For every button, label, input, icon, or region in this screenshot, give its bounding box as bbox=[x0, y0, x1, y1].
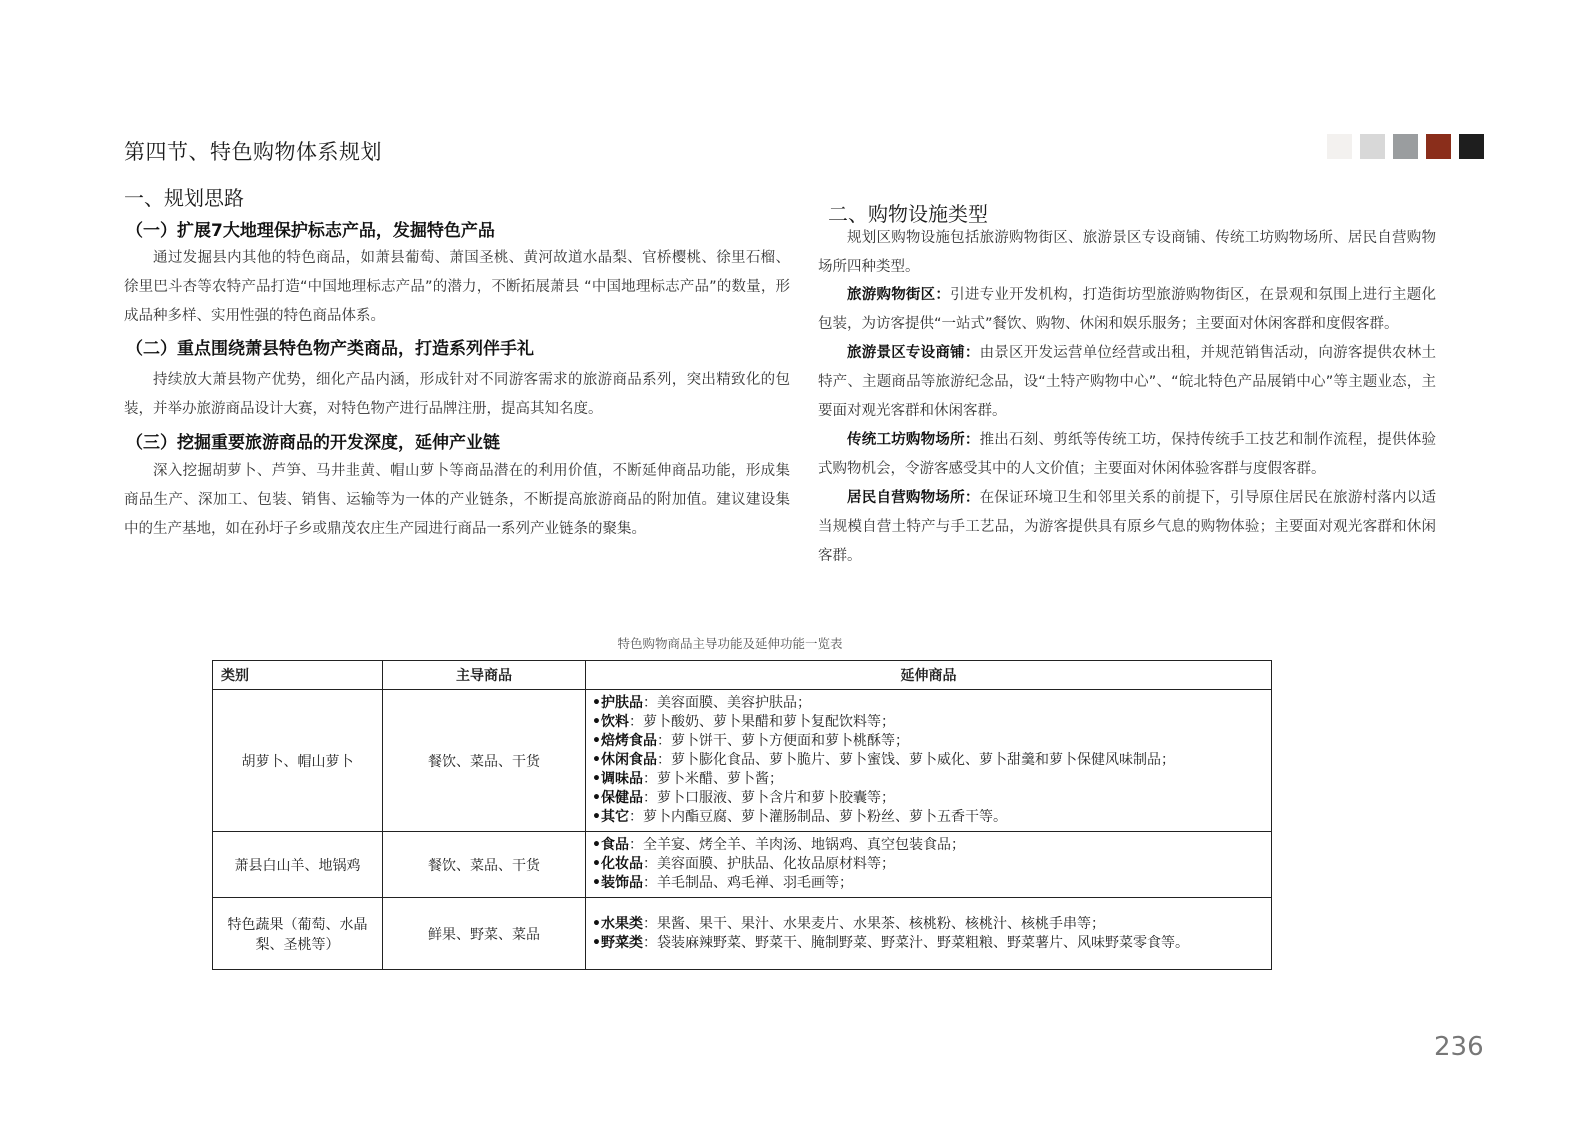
right-intro: 规划区购物设施包括旅游购物街区、旅游景区专设商铺、传统工坊购物场所、居民自营购物场所四种类型。 bbox=[818, 230, 1436, 275]
color-swatch-1 bbox=[1327, 134, 1352, 159]
facility-item bbox=[818, 426, 1436, 484]
sub1-title: （一）扩展7大地理保护标志产品，发掘特色产品 bbox=[126, 221, 495, 241]
facility-item bbox=[818, 339, 1436, 426]
table-header-row bbox=[213, 661, 1272, 690]
facility-label: 居民自营购物场所： bbox=[847, 490, 980, 506]
color-swatch-3 bbox=[1393, 134, 1418, 159]
row-category: 胡萝卜、帽山萝卜 bbox=[213, 690, 383, 832]
color-swatch-4 bbox=[1426, 134, 1451, 159]
row-main: 鲜果、野菜、菜品 bbox=[383, 898, 586, 970]
facility-text: 推出石刻、剪纸等传统工坊，保持传统手工技艺和制作流程，提供体验式购物机会，令游客感受其中的人文价值；主要面对休闲体验客群与度假客群。 bbox=[818, 432, 1436, 477]
sub3-body: 深入挖掘胡萝卜、芦笋、马井韭黄、帽山萝卜等商品潜在的利用价值，不断延伸商品功能，形成集商品生产、深加工、包装、销售、运输等为一体的产业链条，不断提高旅游商品的附加值。建议建设集中的生产基地，如在孙圩子乡或鼎茂农庄生产园进行商品一系列产业链条的聚集。 bbox=[124, 463, 790, 537]
ext-item: •饮料：萝卜酸奶、萝卜果醋和萝卜复配饮料等； bbox=[592, 714, 895, 730]
ext-item: •休闲食品：萝卜膨化食品、萝卜脆片、萝卜蜜饯、萝卜威化、萝卜甜羹和萝卜保健风味制品； bbox=[592, 752, 1175, 768]
ext-item: •化妆品：美容面膜、护肤品、化妆品原材料等； bbox=[592, 856, 895, 872]
ext-item: •调味品：萝卜米醋、萝卜酱； bbox=[592, 771, 783, 787]
right-heading: 二、购物设施类型 bbox=[828, 202, 988, 226]
ext-item: •食品：全羊宴、烤全羊、羊肉汤、地锅鸡、真空包装食品； bbox=[592, 837, 965, 853]
facility-label: 旅游购物街区： bbox=[847, 287, 951, 303]
page-number: 236 bbox=[1434, 1032, 1484, 1062]
row-extended bbox=[586, 832, 1272, 898]
sub2-body: 持续放大萧县物产优势，细化产品内涵，形成针对不同游客需求的旅游商品系列，突出精致化的包装，并举办旅游商品设计大赛，对特色物产进行品牌注册，提高其知名度。 bbox=[124, 372, 790, 417]
facility-text: 在保证环境卫生和邻里关系的前提下，引导原住居民在旅游村落内以适当规模自营土特产与手工艺品，为游客提供具有原乡气息的购物体验；主要面对观光客群和休闲客群。 bbox=[818, 490, 1436, 564]
row-category: 萧县白山羊、地锅鸡 bbox=[213, 832, 383, 898]
ext-item: •其它：萝卜内酯豆腐、萝卜灌肠制品、萝卜粉丝、萝卜五香干等。 bbox=[592, 809, 1007, 825]
sub3-title: （三）挖掘重要旅游商品的开发深度，延伸产业链 bbox=[126, 433, 500, 453]
facility-text: 由景区开发运营单位经营或出租，并规范销售活动，向游客提供农林土特产、主题商品等旅游纪念品，设“土特产购物中心”、“皖北特色产品展销中心”等主题业态，主要面对观光客群和休闲客群。 bbox=[818, 345, 1436, 419]
table-caption: 特色购物商品主导功能及延伸功能一览表 bbox=[617, 636, 843, 651]
ext-item: •焙烤食品：萝卜饼干、萝卜方便面和萝卜桃酥等； bbox=[592, 733, 909, 749]
row-extended bbox=[586, 690, 1272, 832]
color-swatch-5 bbox=[1459, 134, 1484, 159]
table-row bbox=[213, 898, 1272, 970]
facility-list bbox=[818, 281, 1436, 571]
facility-item bbox=[818, 484, 1436, 571]
header-extended: 延伸商品 bbox=[586, 661, 1272, 690]
table-row bbox=[213, 690, 1272, 832]
row-category: 特色蔬果（葡萄、水晶梨、圣桃等） bbox=[213, 898, 383, 970]
section-title: 第四节、特色购物体系规划 bbox=[124, 140, 382, 164]
color-swatches bbox=[1327, 134, 1484, 159]
sub2-title: （二）重点围绕萧县特色物产类商品，打造系列伴手礼 bbox=[126, 339, 534, 359]
ext-item: •装饰品：羊毛制品、鸡毛禅、羽毛画等； bbox=[592, 875, 853, 891]
products-table bbox=[212, 660, 1272, 970]
ext-item: •水果类：果酱、果干、果汁、水果麦片、水果茶、核桃粉、核桃汁、核桃手串等； bbox=[592, 915, 1105, 932]
header-category: 类别 bbox=[213, 661, 383, 690]
facility-label: 传统工坊购物场所： bbox=[847, 432, 980, 448]
facility-item bbox=[818, 281, 1436, 339]
ext-item: •保健品：萝卜口服液、萝卜含片和萝卜胶囊等； bbox=[592, 790, 895, 806]
sub1-body: 通过发掘县内其他的特色商品，如萧县葡萄、萧国圣桃、黄河故道水晶梨、官桥樱桃、徐里石榴、徐里巴斗杏等农特产品打造“中国地理标志产品”的潜力，不断拓展萧县 “中国地理标志产品”的数量，形成品种多样、实用性强的特色商品体系。 bbox=[124, 250, 790, 324]
row-extended bbox=[586, 898, 1272, 970]
ext-item: •野菜类：袋装麻辣野菜、野菜干、腌制野菜、野菜汁、野菜粗粮、野菜薯片、风味野菜零食等。 bbox=[592, 934, 1189, 951]
row-main: 餐饮、菜品、干货 bbox=[383, 832, 586, 898]
color-swatch-2 bbox=[1360, 134, 1385, 159]
ext-item: •护肤品：美容面膜、美容护肤品； bbox=[592, 695, 811, 711]
header-main: 主导商品 bbox=[383, 661, 586, 690]
table-row bbox=[213, 832, 1272, 898]
left-heading: 一、规划思路 bbox=[124, 186, 244, 210]
facility-text: 引进专业开发机构，打造街坊型旅游购物街区，在景观和氛围上进行主题化包装，为访客提供“一站式”餐饮、购物、休闲和娱乐服务；主要面对休闲客群和度假客群。 bbox=[818, 287, 1437, 332]
facility-label: 旅游景区专设商铺： bbox=[847, 345, 980, 361]
row-main: 餐饮、菜品、干货 bbox=[383, 690, 586, 832]
